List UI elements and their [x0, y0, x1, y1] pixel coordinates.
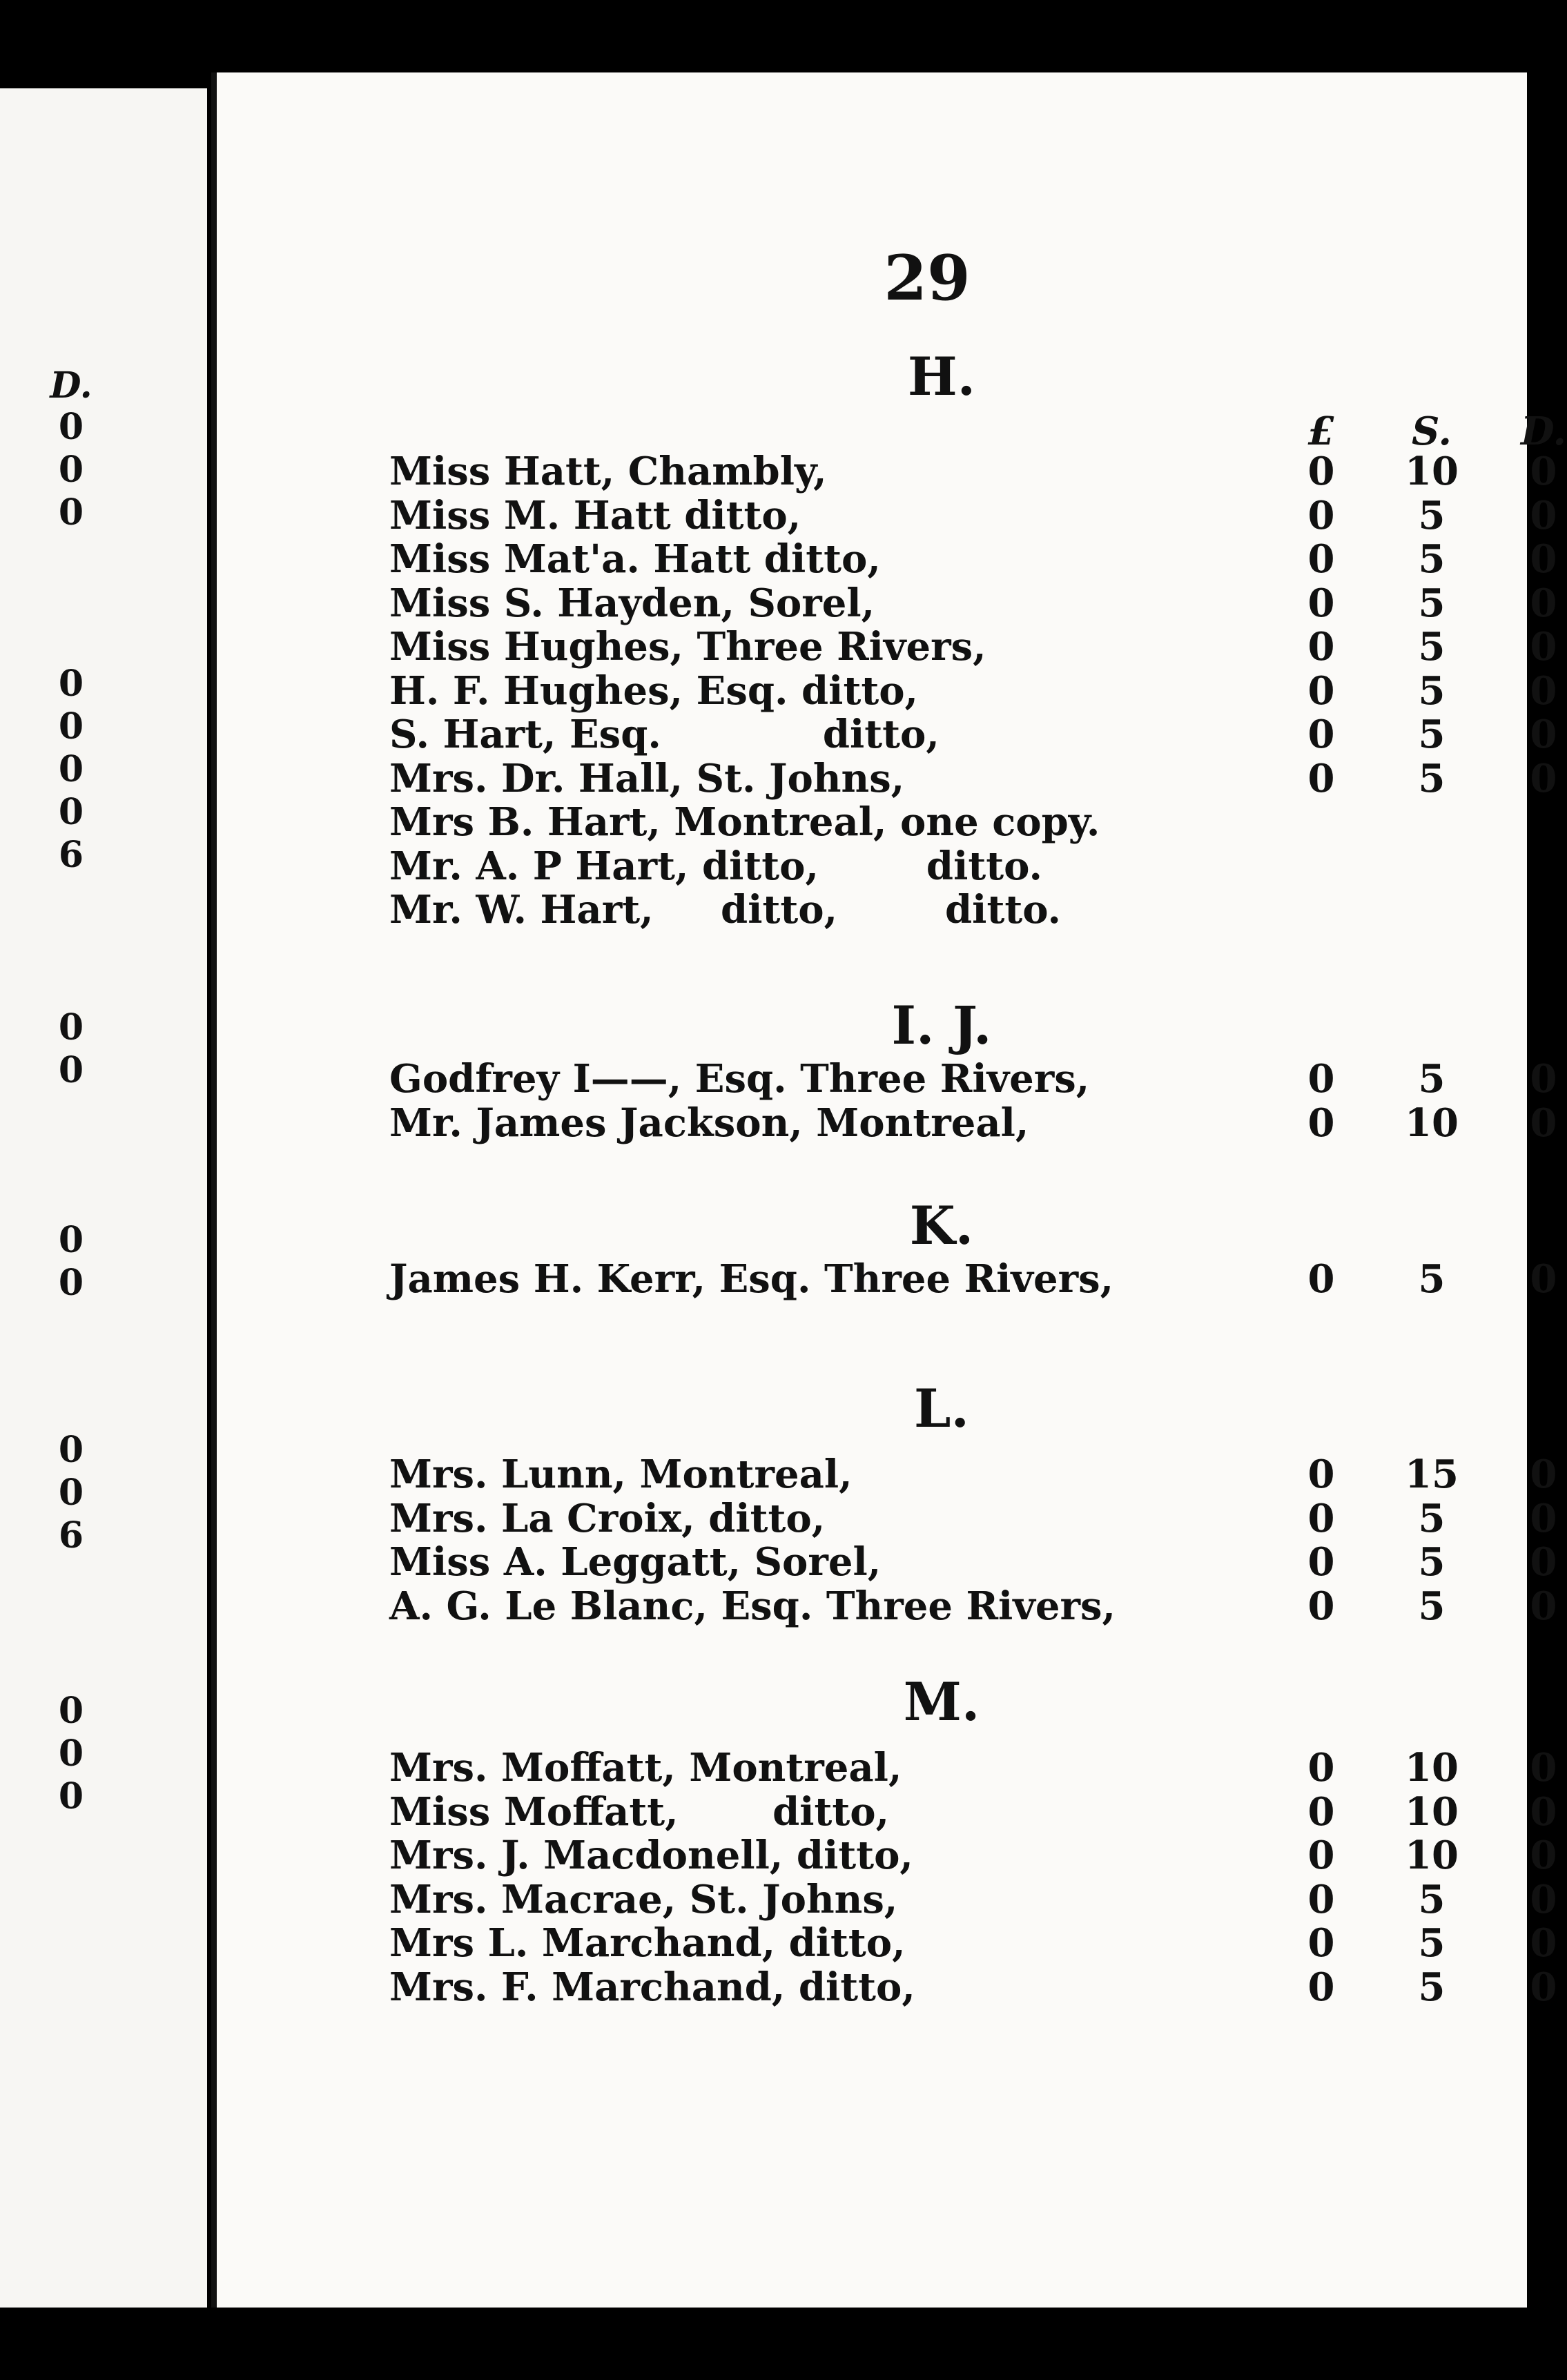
pounds-value: 0: [1307, 1452, 1335, 1497]
subscriber-name: Miss Mat'a. Hatt ditto,: [389, 536, 881, 582]
shillings-value: 10: [1405, 1745, 1459, 1791]
pounds-value: 0: [1307, 1256, 1335, 1302]
pounds-value: 0: [1307, 624, 1335, 670]
section-l: [389, 1377, 1557, 1629]
subscriber-row: [389, 1876, 1557, 1922]
subscriber-row: [389, 1452, 1557, 1497]
shillings-value: 10: [1405, 1100, 1459, 1146]
pounds-value: 0: [1307, 667, 1335, 714]
left-figure: 0: [58, 791, 84, 833]
pence-value: 0: [1530, 1100, 1557, 1146]
subscriber-name: Miss M. Hatt ditto,: [389, 492, 801, 538]
pounds-value: 0: [1307, 755, 1335, 801]
shillings-value: 5: [1418, 1964, 1446, 2010]
subscriber-name: Mrs. Moffatt, Montreal,: [389, 1745, 902, 1791]
pounds-value: 0: [1307, 1495, 1335, 1541]
shillings-value: 5: [1418, 1256, 1446, 1302]
left-figure: 0: [58, 1690, 84, 1732]
pounds-value: 0: [1307, 712, 1335, 757]
pence-header: D.: [1520, 409, 1567, 454]
subscriber-row: [389, 624, 1557, 670]
shillings-value: 5: [1418, 1495, 1446, 1541]
page-number: 29: [884, 242, 971, 315]
section-heading: L.: [914, 1378, 969, 1439]
pence-value: 0: [1530, 1745, 1557, 1791]
pounds-value: 0: [1307, 580, 1335, 626]
pence-value: 0: [1530, 1583, 1557, 1629]
shillings-value: 5: [1418, 1583, 1446, 1629]
subscriber-name: Mrs. J. Macdonell, ditto,: [389, 1833, 913, 1878]
pence-value: 0: [1530, 624, 1557, 670]
pounds-value: 0: [1307, 1788, 1335, 1835]
shillings-value: 10: [1405, 1833, 1459, 1878]
pence-value: 0: [1530, 1964, 1557, 2010]
pence-value: 0: [1530, 580, 1557, 626]
subscriber-name: S. Hart, Esq. ditto,: [389, 712, 940, 757]
subscriber-name: Miss Hughes, Three Rivers,: [389, 624, 986, 670]
shillings-value: 10: [1405, 449, 1459, 494]
shillings-value: 5: [1418, 1539, 1446, 1585]
section-h: [389, 345, 1567, 933]
pounds-value: 0: [1307, 536, 1335, 582]
shillings-value: 5: [1418, 1876, 1446, 1922]
pounds-value: 0: [1307, 1100, 1335, 1146]
pence-value: 0: [1530, 667, 1557, 714]
left-figure: 0: [58, 1472, 84, 1514]
subscriber-row: [389, 712, 1557, 757]
column-headers: [389, 409, 1567, 454]
subscriber-row: [389, 667, 1557, 714]
pence-value: 0: [1530, 1833, 1557, 1878]
pence-value: 0: [1530, 1056, 1557, 1102]
subscriber-row: [389, 536, 1557, 582]
pence-value: 0: [1530, 492, 1557, 538]
pence-value: 0: [1530, 449, 1557, 494]
section-heading: I. J.: [891, 995, 992, 1056]
subscriber-name: Godfrey I——, Esq. Three Rivers,: [389, 1056, 1090, 1102]
pounds-value: 0: [1307, 1833, 1335, 1878]
subscriber-name: Mr. W. Hart, ditto, ditto.: [389, 887, 1062, 933]
left-page-fragment: [0, 88, 207, 2308]
left-figure: 0: [58, 1733, 84, 1775]
section-k: [389, 1194, 1557, 1302]
pounds-value: 0: [1307, 1539, 1335, 1585]
subscriber-name: Mr. James Jackson, Montreal,: [389, 1100, 1029, 1146]
shillings-value: 5: [1418, 624, 1446, 670]
subscriber-row: [389, 1920, 1557, 1966]
shillings-value: 5: [1418, 1056, 1446, 1102]
subscriber-row: [389, 1788, 1557, 1835]
subscriber-name: Mr. A. P Hart, ditto, ditto.: [389, 843, 1042, 889]
left-figure: 0: [58, 491, 84, 534]
subscriber-name: Miss Moffatt, ditto,: [389, 1788, 890, 1835]
pounds-value: 0: [1307, 1056, 1335, 1102]
pence-value: 0: [1530, 1876, 1557, 1922]
pounds-value: 0: [1307, 1964, 1335, 2010]
subscriber-name: A. G. Le Blanc, Esq. Three Rivers,: [389, 1583, 1116, 1629]
section-heading: M.: [903, 1671, 980, 1733]
shillings-header: S.: [1412, 409, 1452, 454]
subscriber-name: Mrs B. Hart, Montreal, one copy.: [389, 799, 1100, 845]
subscriber-row: [389, 1964, 1557, 2010]
pence-value: 0: [1530, 536, 1557, 582]
left-figure: 0: [58, 406, 84, 448]
pounds-header: £: [1307, 409, 1335, 454]
subscriber-row: [389, 1256, 1557, 1302]
pence-value: 0: [1530, 1495, 1557, 1541]
pence-value: 0: [1530, 1452, 1557, 1497]
subscriber-name: Miss Hatt, Chambly,: [389, 449, 827, 494]
shillings-value: 15: [1405, 1452, 1459, 1497]
shillings-value: 5: [1418, 492, 1446, 538]
pounds-value: 0: [1307, 1583, 1335, 1629]
subscriber-name: James H. Kerr, Esq. Three Rivers,: [389, 1256, 1114, 1302]
shillings-value: 5: [1418, 667, 1446, 714]
section-ij: [389, 994, 1557, 1146]
left-figure: 0: [58, 663, 84, 705]
pence-value: 0: [1530, 1920, 1557, 1966]
subscriber-row: [389, 449, 1557, 494]
subscriber-name: Mrs. Lunn, Montreal,: [389, 1452, 853, 1497]
subscriber-row: [389, 1539, 1557, 1585]
subscriber-row: [389, 1833, 1557, 1878]
pence-value: 0: [1530, 1539, 1557, 1585]
pence-value: 0: [1530, 1256, 1557, 1302]
shillings-value: 5: [1418, 536, 1446, 582]
section-heading: H.: [907, 346, 976, 407]
left-figure: 0: [58, 705, 84, 748]
left-figure: 0: [58, 1429, 84, 1471]
subscriber-row: [389, 755, 1557, 801]
shillings-value: 5: [1418, 712, 1446, 757]
left-figure: 0: [58, 1219, 84, 1261]
page-29: [211, 72, 1567, 2308]
pence-value: 0: [1530, 1788, 1557, 1835]
subscriber-name: Mrs. Dr. Hall, St. Johns,: [389, 755, 905, 801]
subscriber-row: [389, 1056, 1557, 1102]
subscriber-row: [389, 1745, 1557, 1791]
left-figure: 0: [58, 1049, 84, 1091]
pence-value: 0: [1530, 755, 1557, 801]
left-figure: 0: [58, 748, 84, 790]
subscriber-row: [389, 1583, 1557, 1629]
subscriber-name: Miss S. Hayden, Sorel,: [389, 580, 875, 626]
left-figure: 0: [58, 1262, 84, 1304]
subscriber-row: [389, 492, 1557, 538]
subscriber-name: H. F. Hughes, Esq. ditto,: [389, 667, 919, 714]
subscriber-row: [389, 888, 1466, 933]
subscriber-row: [389, 580, 1557, 626]
pounds-value: 0: [1307, 449, 1335, 494]
left-column-header: D.: [50, 364, 93, 407]
left-figure: 0: [58, 1006, 84, 1048]
left-figure: 6: [58, 834, 84, 876]
subscriber-row: [389, 1495, 1557, 1541]
pence-value: 0: [1530, 712, 1557, 757]
shillings-value: 5: [1418, 755, 1446, 801]
pounds-value: 0: [1307, 1745, 1335, 1791]
left-figure: 0: [58, 1775, 84, 1817]
subscriber-name: Mrs. La Croix, ditto,: [389, 1495, 826, 1541]
shillings-value: 10: [1405, 1788, 1459, 1835]
subscriber-row: [389, 1100, 1557, 1146]
subscriber-name: Mrs L. Marchand, ditto,: [389, 1920, 906, 1966]
shillings-value: 5: [1418, 1920, 1446, 1966]
left-figure: 0: [58, 449, 84, 491]
pounds-value: 0: [1307, 1876, 1335, 1922]
section-heading: K.: [909, 1195, 974, 1256]
subscriber-name: Miss A. Leggatt, Sorel,: [389, 1539, 882, 1585]
subscriber-name: Mrs. F. Marchand, ditto,: [389, 1964, 915, 2010]
shillings-value: 5: [1418, 580, 1446, 626]
left-figure: 6: [58, 1514, 84, 1557]
pounds-value: 0: [1307, 492, 1335, 538]
section-m: [389, 1670, 1557, 2010]
subscriber-name: Mrs. Macrae, St. Johns,: [389, 1876, 898, 1922]
subscriber-row: [389, 801, 1466, 845]
pounds-value: 0: [1307, 1920, 1335, 1966]
subscriber-row: [389, 845, 1466, 889]
